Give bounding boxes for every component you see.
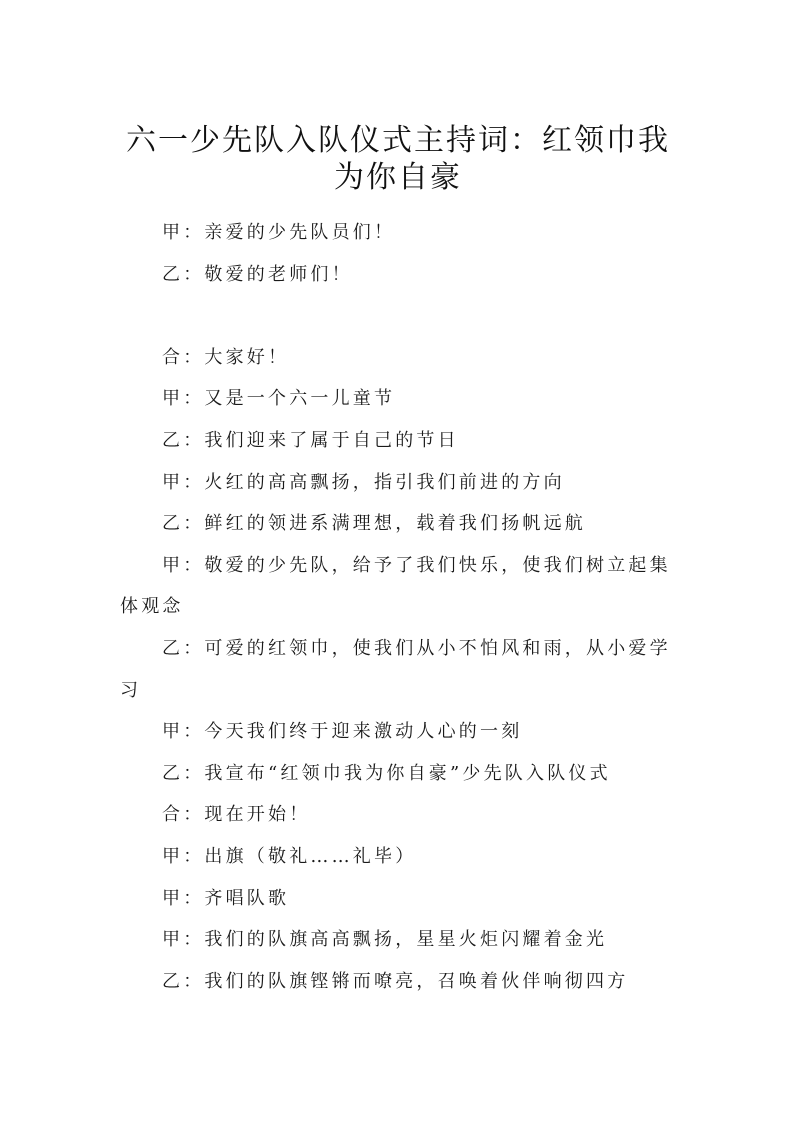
paragraph: 乙：我们的队旗铿锵而嘹亮，召唤着伙伴响彻四方 xyxy=(162,970,629,992)
paragraph: 甲：今天我们终于迎来激动人心的一刻 xyxy=(162,721,523,743)
paragraph: 甲：亲爱的少先队员们！ xyxy=(162,222,396,243)
paragraph: 乙：可爱的红领巾，使我们从小不怕风和雨，从小爱学习 xyxy=(120,637,671,701)
paragraph: 甲：齐唱队歌 xyxy=(162,887,290,909)
document-page xyxy=(120,122,676,1002)
document-body xyxy=(120,212,676,1002)
document-title: 六一少先队入队仪式主持词：红领巾我为你自豪 xyxy=(126,123,670,195)
paragraph: 乙：敬爱的老师们！ xyxy=(162,263,353,285)
paragraph: 合：大家好！ xyxy=(162,346,290,368)
empty-paragraph xyxy=(120,295,676,337)
paragraph: 甲：火红的高高飘扬，指引我们前进的方向 xyxy=(162,471,565,493)
paragraph: 乙：鲜红的领进系满理想，载着我们扬帆远航 xyxy=(162,513,586,535)
paragraph: 甲：出旗（敬礼……礼毕） xyxy=(162,845,417,867)
paragraph: 乙：我们迎来了属于自己的节日 xyxy=(162,429,459,451)
paragraph: 合：现在开始！ xyxy=(162,804,311,826)
paragraph: 甲：敬爱的少先队，给予了我们快乐，使我们树立起集体观念 xyxy=(120,554,671,618)
paragraph: 甲：我们的队旗高高飘扬，星星火炬闪耀着金光 xyxy=(162,929,608,951)
paragraph: 乙：我宣布“红领巾我为你自豪”少先队入队仪式 xyxy=(162,762,611,784)
paragraph: 甲：又是一个六一儿童节 xyxy=(162,388,396,410)
